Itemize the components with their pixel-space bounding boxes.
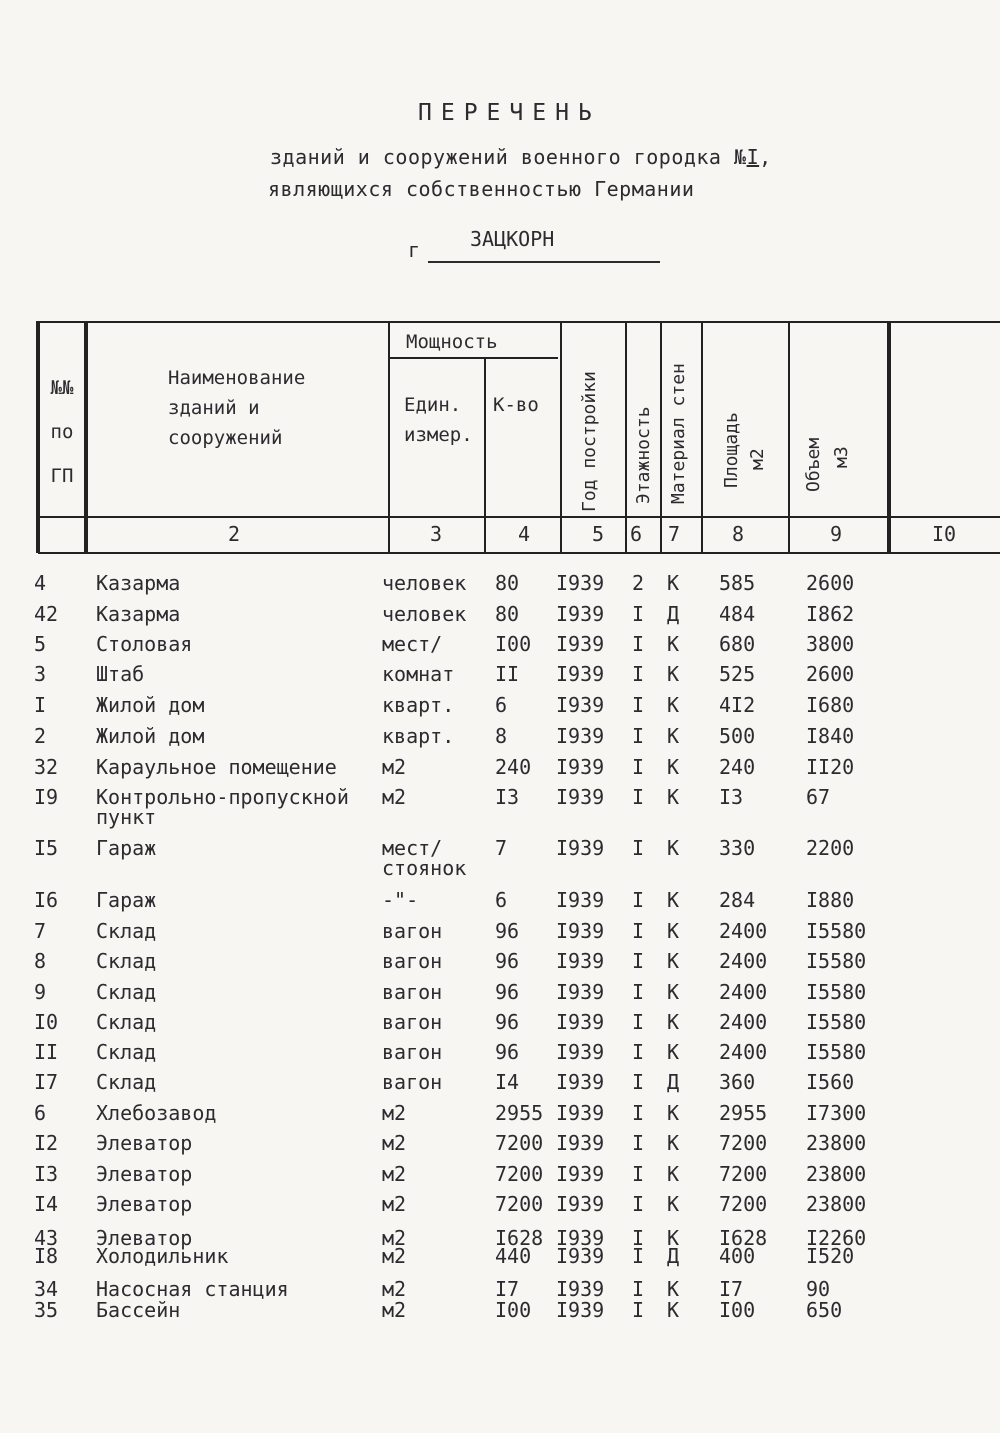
cell-unit: м2 (382, 1162, 407, 1186)
cell-floors: I (632, 836, 645, 860)
cell-walls: К (667, 836, 680, 860)
cell-unit: вагон (382, 1010, 443, 1034)
cell-area: 484 (719, 602, 756, 626)
cell-area: 2955 (719, 1101, 768, 1125)
cell-qty: 6 (495, 693, 508, 717)
cell-floors: I (632, 1010, 645, 1034)
cell-name: Жилой дом (96, 724, 205, 748)
cell-floors: I (632, 755, 645, 779)
cell-year: I939 (556, 836, 605, 860)
cell-qty: 8 (495, 724, 508, 748)
cell-unit: м2 (382, 1298, 407, 1322)
cell-area: 7200 (719, 1162, 768, 1186)
subtitle-comma: , (759, 145, 772, 169)
cell-walls: К (667, 1040, 680, 1064)
cell-num: I (34, 693, 47, 717)
cell-name: Склад (96, 919, 157, 943)
cell-num: I7 (34, 1070, 59, 1094)
cell-num: I5 (34, 836, 59, 860)
cell-walls: К (667, 662, 680, 686)
cell-year: I939 (556, 1226, 605, 1250)
cell-area: I3 (719, 785, 744, 809)
cell-year: I939 (556, 1244, 605, 1268)
cell-num: I8 (34, 1244, 59, 1268)
colnum-2: 2 (228, 522, 241, 546)
cell-volume: 67 (806, 785, 831, 809)
cell-unit: -"- (382, 888, 419, 912)
cell-name: Склад (96, 1010, 157, 1034)
cell-year: I939 (556, 1040, 605, 1064)
cell-area: 680 (719, 632, 756, 656)
cell-year: I939 (556, 755, 605, 779)
cell-volume: 2600 (806, 662, 855, 686)
cell-area: 2400 (719, 1040, 768, 1064)
cell-area: 500 (719, 724, 756, 748)
header-area (719, 398, 745, 488)
cell-num: II (34, 1040, 59, 1064)
cell-volume: I560 (806, 1070, 855, 1094)
cell-volume: I862 (806, 602, 855, 626)
capacity-underline (388, 357, 558, 359)
cell-area: 330 (719, 836, 756, 860)
cell-qty: 96 (495, 1040, 520, 1064)
cell-name: Столовая (96, 632, 193, 656)
cell-floors: I (632, 1226, 645, 1250)
cell-year: I939 (556, 1277, 605, 1301)
header-unit-l1: Един. (404, 394, 462, 416)
cell-floors: I (632, 724, 645, 748)
city-prefix: г (408, 238, 421, 262)
colnum-7: 7 (668, 522, 681, 546)
cell-floors: I (632, 949, 645, 973)
cell-walls: Д (667, 1244, 680, 1268)
cell-unit: вагон (382, 919, 443, 943)
cell-floors: I (632, 1040, 645, 1064)
cell-area: 400 (719, 1244, 756, 1268)
col-divider-2 (388, 321, 390, 553)
cell-year: I939 (556, 1070, 605, 1094)
cell-year: I939 (556, 785, 605, 809)
cell-walls: К (667, 919, 680, 943)
cell-qty: 96 (495, 949, 520, 973)
cell-name: Холодильник (96, 1244, 229, 1268)
header-year: Год постройки (579, 371, 600, 512)
cell-area: I7 (719, 1277, 744, 1301)
cell-volume: 23800 (806, 1162, 867, 1186)
cell-volume: I2260 (806, 1226, 867, 1250)
header-area-l2: м2 (747, 448, 768, 470)
cell-year: I939 (556, 1162, 605, 1186)
cell-name: Контрольно-пропускной пункт (96, 785, 349, 829)
cell-name: Склад (96, 949, 157, 973)
cell-volume: 23800 (806, 1192, 867, 1216)
colnum-8: 8 (732, 522, 745, 546)
cell-qty: I00 (495, 1298, 532, 1322)
cell-qty: 2955 (495, 1101, 544, 1125)
cell-unit: комнат (382, 662, 455, 686)
cell-name: Гараж (96, 836, 157, 860)
colnum-9: 9 (830, 522, 843, 546)
cell-walls: К (667, 980, 680, 1004)
cell-year: I939 (556, 1131, 605, 1155)
cell-qty: II (495, 662, 520, 686)
cell-volume: I5580 (806, 1040, 867, 1064)
cell-volume: 650 (806, 1298, 843, 1322)
cell-area: I00 (719, 1298, 756, 1322)
cell-unit: м2 (382, 1101, 407, 1125)
header-volume-l1: Объем (803, 437, 824, 492)
cell-unit: вагон (382, 1070, 443, 1094)
document-subtitle-line2: являющихся собственностью Германии (268, 177, 695, 201)
cell-volume: 3800 (806, 632, 855, 656)
cell-area: 2400 (719, 1010, 768, 1034)
cell-year: I939 (556, 919, 605, 943)
cell-walls: К (667, 785, 680, 809)
cell-floors: I (632, 1101, 645, 1125)
cell-floors: I (632, 662, 645, 686)
cell-name: Склад (96, 1040, 157, 1064)
header-name-l3: сооружений (168, 427, 283, 449)
header-area-l1: Площадь (721, 412, 742, 488)
cell-num: I6 (34, 888, 59, 912)
header-qty: К-во (493, 394, 539, 416)
cell-num: 4 (34, 571, 47, 595)
cell-year: I939 (556, 1192, 605, 1216)
cell-num: I4 (34, 1192, 59, 1216)
cell-floors: I (632, 919, 645, 943)
header-num-l1: №№ (50, 377, 74, 399)
cell-walls: К (667, 693, 680, 717)
cell-num: 9 (34, 980, 47, 1004)
cell-name: Казарма (96, 602, 181, 626)
cell-qty: 7200 (495, 1162, 544, 1186)
header-volume-l2: м3 (831, 446, 852, 468)
cell-walls: К (667, 1131, 680, 1155)
cell-volume: 90 (806, 1277, 831, 1301)
cell-volume: II20 (806, 755, 855, 779)
col-divider-1 (84, 321, 88, 553)
cell-area: 284 (719, 888, 756, 912)
cell-unit: м2 (382, 1131, 407, 1155)
cell-volume: 23800 (806, 1131, 867, 1155)
col-divider-5 (625, 321, 627, 553)
col-divider-7 (701, 321, 703, 553)
cell-unit: м2 (382, 755, 407, 779)
cell-walls: К (667, 755, 680, 779)
cell-unit: вагон (382, 980, 443, 1004)
cell-qty: 96 (495, 919, 520, 943)
cell-walls: К (667, 949, 680, 973)
cell-num: 43 (34, 1226, 59, 1250)
city-underline (428, 261, 660, 263)
cell-walls: К (667, 632, 680, 656)
cell-walls: К (667, 724, 680, 748)
cell-name: Насосная станция (96, 1277, 289, 1301)
cell-area: 240 (719, 755, 756, 779)
cell-floors: I (632, 632, 645, 656)
header-walls: Материал стен (668, 363, 689, 504)
cell-floors: I (632, 1162, 645, 1186)
cell-num: 5 (34, 632, 47, 656)
cell-name: Склад (96, 980, 157, 1004)
cell-walls: К (667, 1010, 680, 1034)
header-name-l1: Наименование (168, 367, 306, 389)
cell-year: I939 (556, 632, 605, 656)
cell-name: Элеватор (96, 1192, 193, 1216)
header-top-line (38, 321, 1000, 323)
cell-volume: 2600 (806, 571, 855, 595)
cell-qty: 96 (495, 980, 520, 1004)
col-divider-4 (560, 321, 562, 553)
cell-num: 2 (34, 724, 47, 748)
cell-area: 4I2 (719, 693, 756, 717)
cell-year: I939 (556, 693, 605, 717)
cell-walls: К (667, 1226, 680, 1250)
cell-num: I0 (34, 1010, 59, 1034)
column-numbers-line (38, 552, 1000, 554)
cell-volume: I520 (806, 1244, 855, 1268)
cell-volume: I7300 (806, 1101, 867, 1125)
cell-floors: I (632, 693, 645, 717)
cell-volume: I5580 (806, 1010, 867, 1034)
cell-num: 8 (34, 949, 47, 973)
cell-year: I939 (556, 949, 605, 973)
header-unit-l2: измер. (404, 424, 473, 446)
cell-num: 7 (34, 919, 47, 943)
header-name (168, 363, 305, 453)
cell-name: Гараж (96, 888, 157, 912)
cell-num: 32 (34, 755, 59, 779)
cell-name: Жилой дом (96, 693, 205, 717)
header-capacity: Мощность (406, 331, 498, 353)
cell-unit: м2 (382, 1226, 407, 1250)
cell-walls: Д (667, 1070, 680, 1094)
colnum-6: 6 (630, 522, 643, 546)
cell-volume: I5580 (806, 949, 867, 973)
col-divider-9 (887, 321, 891, 553)
header-bottom-line (38, 516, 1000, 518)
cell-qty: 7 (495, 836, 508, 860)
cell-walls: К (667, 888, 680, 912)
cell-year: I939 (556, 1298, 605, 1322)
cell-volume: I5580 (806, 980, 867, 1004)
cell-qty: 80 (495, 571, 520, 595)
cell-num: 35 (34, 1298, 59, 1322)
cell-volume: I880 (806, 888, 855, 912)
header-name-l2: зданий и (168, 397, 260, 419)
cell-floors: I (632, 602, 645, 626)
cell-volume: I840 (806, 724, 855, 748)
header-num-l2: по (50, 421, 74, 443)
cell-unit: кварт. (382, 724, 455, 748)
col-divider-0 (36, 321, 40, 553)
cell-name: Склад (96, 1070, 157, 1094)
cell-qty: 7200 (495, 1192, 544, 1216)
cell-year: I939 (556, 980, 605, 1004)
subtitle-text: зданий и сооружений военного городка № (270, 145, 747, 169)
cell-name: Элеватор (96, 1131, 193, 1155)
header-volume (802, 422, 826, 492)
cell-volume: I5580 (806, 919, 867, 943)
cell-qty: I3 (495, 785, 520, 809)
document-subtitle-line1 (270, 145, 772, 169)
cell-unit: мест/ (382, 632, 443, 656)
cell-floors: I (632, 1070, 645, 1094)
cell-area: 585 (719, 571, 756, 595)
colnum-10: I0 (932, 522, 957, 546)
cell-walls: К (667, 1192, 680, 1216)
cell-year: I939 (556, 1101, 605, 1125)
cell-unit: человек (382, 571, 467, 595)
cell-floors: I (632, 1192, 645, 1216)
cell-walls: К (667, 1101, 680, 1125)
cell-qty: 80 (495, 602, 520, 626)
cell-name: Элеватор (96, 1162, 193, 1186)
col-divider-6 (660, 321, 662, 553)
header-num (42, 366, 82, 498)
header-floors: Этажность (633, 406, 654, 504)
cell-qty: I7 (495, 1277, 520, 1301)
cell-area: 525 (719, 662, 756, 686)
cell-unit: человек (382, 602, 467, 626)
cell-year: I939 (556, 724, 605, 748)
header-area-unit (746, 430, 770, 470)
cell-floors: I (632, 1277, 645, 1301)
cell-walls: Д (667, 602, 680, 626)
cell-unit: м2 (382, 1244, 407, 1268)
cell-unit: вагон (382, 1040, 443, 1064)
cell-year: I939 (556, 1010, 605, 1034)
cell-floors: I (632, 1244, 645, 1268)
cell-qty: 6 (495, 888, 508, 912)
cell-qty: I00 (495, 632, 532, 656)
cell-area: I628 (719, 1226, 768, 1250)
cell-unit: вагон (382, 949, 443, 973)
cell-floors: I (632, 888, 645, 912)
colnum-5: 5 (592, 522, 605, 546)
cell-num: 3 (34, 662, 47, 686)
cell-floors: I (632, 1131, 645, 1155)
cell-unit: м2 (382, 1277, 407, 1301)
cell-unit: кварт. (382, 693, 455, 717)
cell-unit: м2 (382, 785, 407, 809)
cell-name: Бассейн (96, 1298, 181, 1322)
garrison-number: I (746, 145, 760, 169)
cell-walls: К (667, 1298, 680, 1322)
cell-area: 7200 (719, 1192, 768, 1216)
cell-area: 2400 (719, 919, 768, 943)
colnum-3: 3 (430, 522, 443, 546)
col-divider-3 (484, 357, 486, 553)
cell-walls: К (667, 1277, 680, 1301)
cell-num: I2 (34, 1131, 59, 1155)
cell-num: 42 (34, 602, 59, 626)
cell-qty: 240 (495, 755, 532, 779)
cell-year: I939 (556, 888, 605, 912)
cell-qty: 7200 (495, 1131, 544, 1155)
cell-name: Элеватор (96, 1226, 193, 1250)
cell-volume: I680 (806, 693, 855, 717)
cell-qty: I628 (495, 1226, 544, 1250)
header-unit (404, 390, 473, 450)
city-name: ЗАЦКОРН (470, 227, 555, 251)
cell-num: I9 (34, 785, 59, 809)
cell-num: 34 (34, 1277, 59, 1301)
cell-year: I939 (556, 662, 605, 686)
cell-unit: мест/ стоянок (382, 836, 467, 880)
cell-name: Караульное помещение (96, 755, 337, 779)
header-num-l3: ГП (50, 465, 74, 487)
cell-num: 6 (34, 1101, 47, 1125)
header-volume-unit (830, 428, 854, 468)
cell-area: 2400 (719, 980, 768, 1004)
colnum-4: 4 (518, 522, 531, 546)
cell-floors: I (632, 785, 645, 809)
document-title: ПЕРЕЧЕНЬ (418, 100, 601, 126)
cell-area: 360 (719, 1070, 756, 1094)
cell-floors: 2 (632, 571, 645, 595)
cell-floors: I (632, 1298, 645, 1322)
cell-qty: I4 (495, 1070, 520, 1094)
cell-area: 7200 (719, 1131, 768, 1155)
cell-qty: 96 (495, 1010, 520, 1034)
cell-name: Штаб (96, 662, 145, 686)
cell-qty: 440 (495, 1244, 532, 1268)
cell-year: I939 (556, 571, 605, 595)
cell-walls: К (667, 571, 680, 595)
cell-unit: м2 (382, 1192, 407, 1216)
cell-name: Хлебозавод (96, 1101, 217, 1125)
cell-walls: К (667, 1162, 680, 1186)
cell-year: I939 (556, 602, 605, 626)
cell-volume: 2200 (806, 836, 855, 860)
cell-area: 2400 (719, 949, 768, 973)
col-divider-8 (788, 321, 790, 553)
cell-name: Казарма (96, 571, 181, 595)
cell-num: I3 (34, 1162, 59, 1186)
cell-floors: I (632, 980, 645, 1004)
